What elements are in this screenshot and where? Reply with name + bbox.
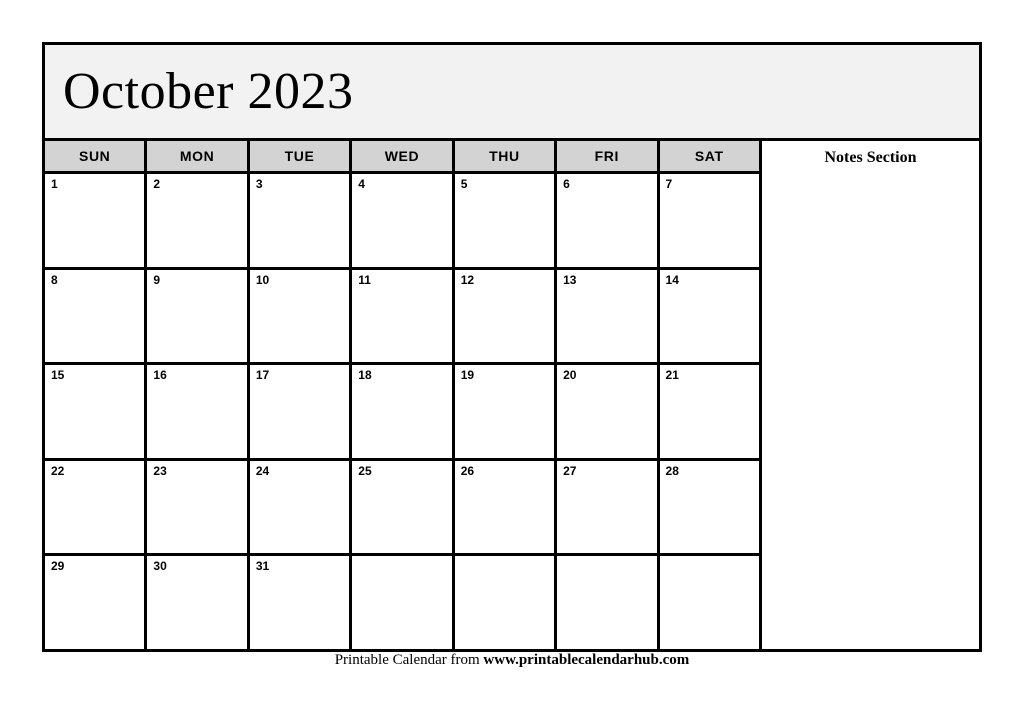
day-cell[interactable] (250, 365, 352, 458)
day-cell[interactable] (250, 556, 352, 649)
day-number: 18 (358, 368, 372, 383)
day-cell[interactable] (147, 461, 249, 554)
weekday-header-thu: THU (455, 141, 557, 171)
calendar-title-bar (45, 45, 979, 141)
calendar-container (42, 42, 982, 652)
day-cell[interactable] (660, 270, 759, 363)
page-title: October 2023 (63, 62, 354, 120)
day-number: 14 (665, 272, 679, 287)
day-cell[interactable] (45, 461, 147, 554)
day-cell[interactable] (45, 174, 147, 267)
day-cell[interactable] (250, 461, 352, 554)
day-number: 24 (255, 463, 270, 478)
footer-website[interactable]: www.printablecalendarhub.com (483, 652, 690, 668)
day-number: 7 (665, 177, 673, 191)
day-number: 21 (665, 368, 679, 383)
day-cell[interactable] (455, 461, 557, 554)
day-number: 30 (153, 559, 167, 574)
day-cell[interactable] (45, 556, 147, 649)
day-number: 22 (51, 463, 65, 478)
day-cell[interactable] (455, 270, 557, 363)
weekday-header-mon: MON (147, 141, 249, 171)
day-number: 19 (460, 368, 475, 383)
day-number: 16 (153, 368, 167, 383)
day-cell[interactable] (45, 365, 147, 458)
weekday-header-fri: FRI (557, 141, 659, 171)
day-number: 17 (255, 368, 270, 383)
day-number: 3 (255, 177, 263, 191)
day-cell[interactable] (352, 556, 454, 649)
day-cell[interactable] (352, 365, 454, 458)
week-row (45, 174, 759, 270)
notes-section[interactable] (762, 141, 979, 649)
day-number: 4 (358, 177, 365, 191)
day-number: 12 (460, 272, 475, 287)
day-cell[interactable] (250, 174, 352, 267)
calendar-body (45, 141, 979, 649)
day-cell[interactable] (455, 556, 557, 649)
day-cell[interactable] (352, 174, 454, 267)
day-number: 20 (563, 368, 577, 383)
day-number: 5 (460, 177, 468, 191)
day-number: 6 (563, 177, 570, 191)
day-cell[interactable] (352, 270, 454, 363)
day-number: 27 (563, 463, 577, 478)
week-row (45, 365, 759, 461)
weekday-header-sun: SUN (45, 141, 147, 171)
day-number: 10 (255, 272, 270, 287)
day-number: 15 (51, 368, 65, 383)
day-cell[interactable] (557, 461, 659, 554)
calendar-grid (45, 141, 762, 649)
weekday-header-tue: TUE (250, 141, 352, 171)
day-number: 1 (51, 177, 58, 191)
day-number: 9 (153, 272, 161, 287)
day-cell[interactable] (147, 556, 249, 649)
day-cell[interactable] (557, 174, 659, 267)
day-cell[interactable] (147, 174, 249, 267)
day-cell[interactable] (147, 365, 249, 458)
day-number: 25 (358, 463, 372, 478)
week-row (45, 461, 759, 557)
day-number: 8 (51, 272, 58, 287)
day-cell[interactable] (557, 556, 659, 649)
weekday-header-sat: SAT (660, 141, 759, 171)
weekday-header-wed: WED (352, 141, 454, 171)
day-number: 2 (153, 177, 161, 191)
footer-credit (0, 652, 1024, 669)
day-cell[interactable] (660, 174, 759, 267)
week-row (45, 270, 759, 366)
day-cell[interactable] (147, 270, 249, 363)
footer-prefix: Printable Calendar from (334, 652, 484, 668)
day-number: 13 (563, 272, 577, 287)
day-number: 29 (51, 559, 65, 574)
day-cell[interactable] (660, 365, 759, 458)
day-cell[interactable] (660, 556, 759, 649)
day-cell[interactable] (557, 365, 659, 458)
weekday-header-row (45, 141, 759, 174)
notes-section-title: Notes Section (824, 149, 917, 166)
day-number: 28 (665, 463, 679, 478)
day-number: 23 (153, 463, 167, 478)
day-cell[interactable] (455, 365, 557, 458)
week-row (45, 556, 759, 649)
day-number: 11 (358, 272, 371, 287)
day-cell[interactable] (557, 270, 659, 363)
day-cell[interactable] (250, 270, 352, 363)
day-number: 31 (255, 559, 270, 574)
day-cell[interactable] (660, 461, 759, 554)
day-cell[interactable] (352, 461, 454, 554)
notes-writing-area[interactable] (762, 167, 979, 649)
day-cell[interactable] (45, 270, 147, 363)
calendar-weeks (45, 174, 759, 649)
day-cell[interactable] (455, 174, 557, 267)
day-number: 26 (460, 463, 475, 478)
